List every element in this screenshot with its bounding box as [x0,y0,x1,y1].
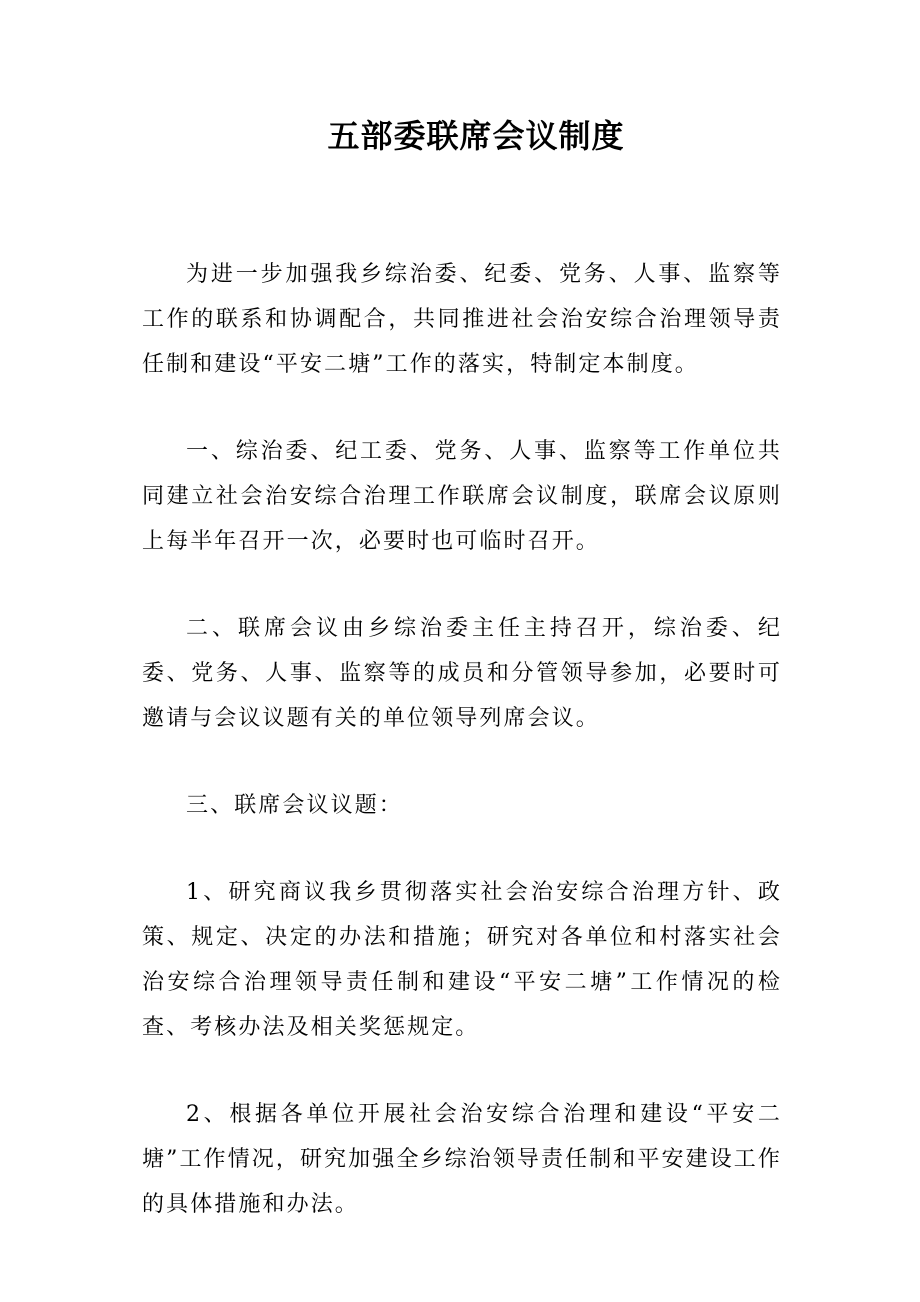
paragraph-intro: 为进一步加强我乡综治委、纪委、党务、人事、监察等工作的联系和协调配合，共同推进社会治安综合治理领导责任制和建设“平安二塘”工作的落实，特制定本制度。 [142,262,782,377]
paragraph-section-2: 二、联席会议由乡综治委主任主持召开，综治委、纪委、党务、人事、监察等的成员和分管领导参加，必要时可邀请与会议议题有关的单位领导列席会议。 [142,616,782,731]
paragraph-item-1: 1、研究商议我乡贯彻落实社会治安综合治理方针、政策、规定、决定的办法和措施；研究对各单位和村落实社会治安综合治理领导责任制和建设“平安二塘”工作情况的检查、考核办法及相关奖惩规定。 [142,880,782,1040]
paragraph-item-2: 2、根据各单位开展社会治安综合治理和建设“平安二塘”工作情况，研究加强全乡综治领导责任制和平安建设工作的具体措施和办法。 [142,1102,782,1217]
paragraph-section-3: 三、联席会议议题： [186,793,403,818]
paragraph-section-1: 一、综治委、纪工委、党务、人事、监察等工作单位共同建立社会治安综合治理工作联席会议制度，联席会议原则上每半年召开一次，必要时也可临时召开。 [142,439,782,554]
document-body [142,252,782,1269]
document-title: 五部委联席会议制度 [327,117,625,155]
